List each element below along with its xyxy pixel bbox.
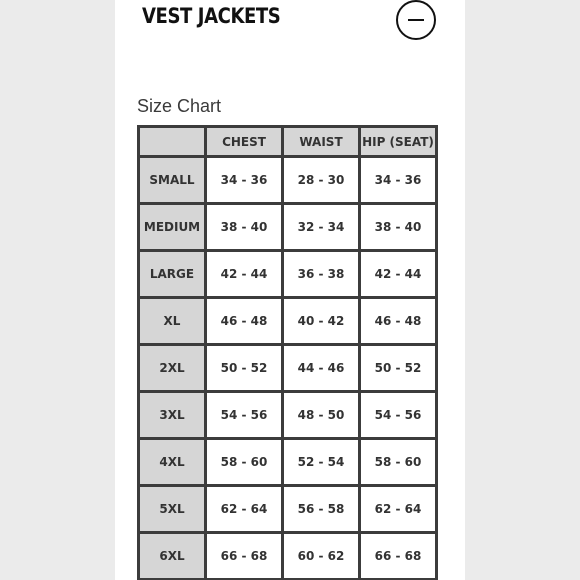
table-row [139, 392, 437, 439]
collapse-button[interactable] [396, 0, 436, 40]
table-row [139, 439, 437, 486]
waist-cell: 32 - 34 [283, 204, 360, 251]
waist-cell: 56 - 58 [283, 486, 360, 533]
table-header-row [139, 127, 437, 157]
table-row [139, 251, 437, 298]
column-header-waist: WAIST [283, 127, 360, 157]
hip-cell: 38 - 40 [360, 204, 437, 251]
hip-cell: 58 - 60 [360, 439, 437, 486]
section-title: VEST JACKETS [142, 4, 281, 28]
hip-cell: 50 - 52 [360, 345, 437, 392]
waist-cell: 44 - 46 [283, 345, 360, 392]
hip-cell: 66 - 68 [360, 533, 437, 580]
hip-cell: 54 - 56 [360, 392, 437, 439]
size-label: 2XL [139, 345, 206, 392]
table-row [139, 204, 437, 251]
waist-cell: 60 - 62 [283, 533, 360, 580]
chest-cell: 34 - 36 [206, 157, 283, 204]
table-row [139, 298, 437, 345]
content-panel [115, 0, 465, 580]
chest-cell: 54 - 56 [206, 392, 283, 439]
waist-cell: 28 - 30 [283, 157, 360, 204]
hip-cell: 62 - 64 [360, 486, 437, 533]
hip-cell: 42 - 44 [360, 251, 437, 298]
size-label: 5XL [139, 486, 206, 533]
size-label: LARGE [139, 251, 206, 298]
hip-cell: 34 - 36 [360, 157, 437, 204]
size-label: SMALL [139, 157, 206, 204]
column-header-chest: CHEST [206, 127, 283, 157]
chest-cell: 50 - 52 [206, 345, 283, 392]
size-label: 4XL [139, 439, 206, 486]
table-row [139, 486, 437, 533]
size-chart-table [137, 125, 438, 580]
hip-cell: 46 - 48 [360, 298, 437, 345]
chest-cell: 66 - 68 [206, 533, 283, 580]
size-label: 3XL [139, 392, 206, 439]
table-row [139, 533, 437, 580]
waist-cell: 40 - 42 [283, 298, 360, 345]
waist-cell: 52 - 54 [283, 439, 360, 486]
size-label: XL [139, 298, 206, 345]
size-label: MEDIUM [139, 204, 206, 251]
column-header-hip: HIP (SEAT) [360, 127, 437, 157]
corner-cell [139, 127, 206, 157]
table-row [139, 157, 437, 204]
size-chart-title: Size Chart [137, 96, 222, 116]
size-label: 6XL [139, 533, 206, 580]
table-row [139, 345, 437, 392]
minus-icon [408, 19, 424, 21]
chest-cell: 62 - 64 [206, 486, 283, 533]
chest-cell: 38 - 40 [206, 204, 283, 251]
waist-cell: 36 - 38 [283, 251, 360, 298]
chest-cell: 58 - 60 [206, 439, 283, 486]
waist-cell: 48 - 50 [283, 392, 360, 439]
chest-cell: 46 - 48 [206, 298, 283, 345]
chest-cell: 42 - 44 [206, 251, 283, 298]
